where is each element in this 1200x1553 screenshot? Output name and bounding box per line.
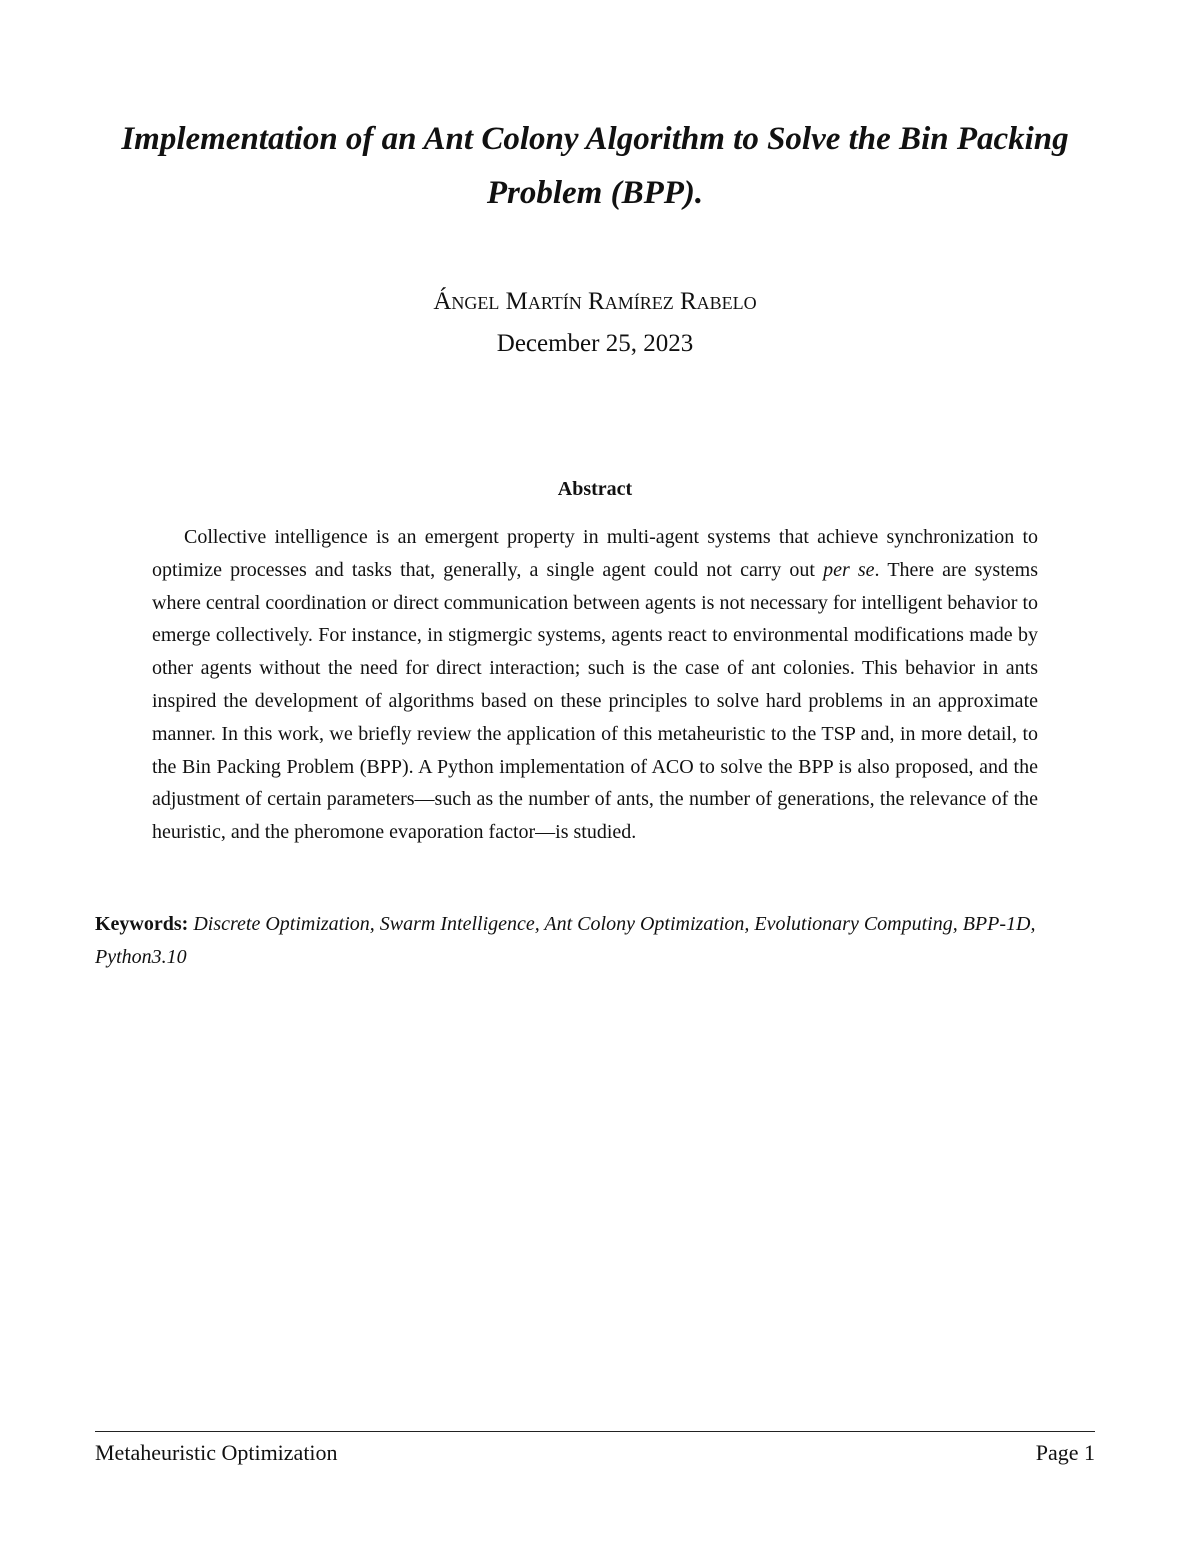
footer-page-number: Page 1	[1035, 1440, 1095, 1465]
abstract-body	[152, 521, 1038, 849]
keywords-list: Discrete Optimization, Swarm Intelligence, Ant Colony Optimization, Evolutionary Computing, BPP-1D, Python3.10	[95, 913, 1036, 968]
footer-divider	[95, 1431, 1095, 1432]
footer-course-name: Metaheuristic Optimization	[95, 1440, 338, 1465]
keywords-line	[95, 908, 1095, 974]
keywords-label: Keywords:	[95, 913, 189, 935]
abstract-text-part2: . There are systems where central coordination or direct communication between agents is not necessary for intelligent behavior to emerge collectively. For instance, in stigmergic systems, agents react to environmental modifications made by other agents without the need for direct interaction; such is the case of ant colonies. This behavior in ants inspired the development of algorithms based on these principles to solve hard problems in an approximate manner. In this work, we briefly review the application of this metaheuristic to the TSP and, in more detail, to the Bin Packing Problem (BPP). A Python implementation of ACO to solve the BPP is also proposed, and the adjustment of certain parameters—such as the number of ants, the number of generations, the relevance of the heuristic, and the pheromone evaporation factor—is studied.	[152, 558, 1038, 844]
abstract-emphasis: per se	[823, 558, 875, 581]
abstract-heading: Abstract	[557, 478, 633, 500]
abstract-text-part1: Collective intelligence is an emergent property in multi-agent systems that achieve synchronization to optimize processes and tasks that, generally, a single agent could not carry out	[152, 526, 1038, 581]
paper-title: Implementation of an Ant Colony Algorithm to Solve the Bin Packing Problem (BPP).	[121, 121, 1069, 211]
author-name: Ángel Martín Ramírez Rabelo	[433, 288, 757, 315]
publication-date: December 25, 2023	[496, 330, 694, 357]
